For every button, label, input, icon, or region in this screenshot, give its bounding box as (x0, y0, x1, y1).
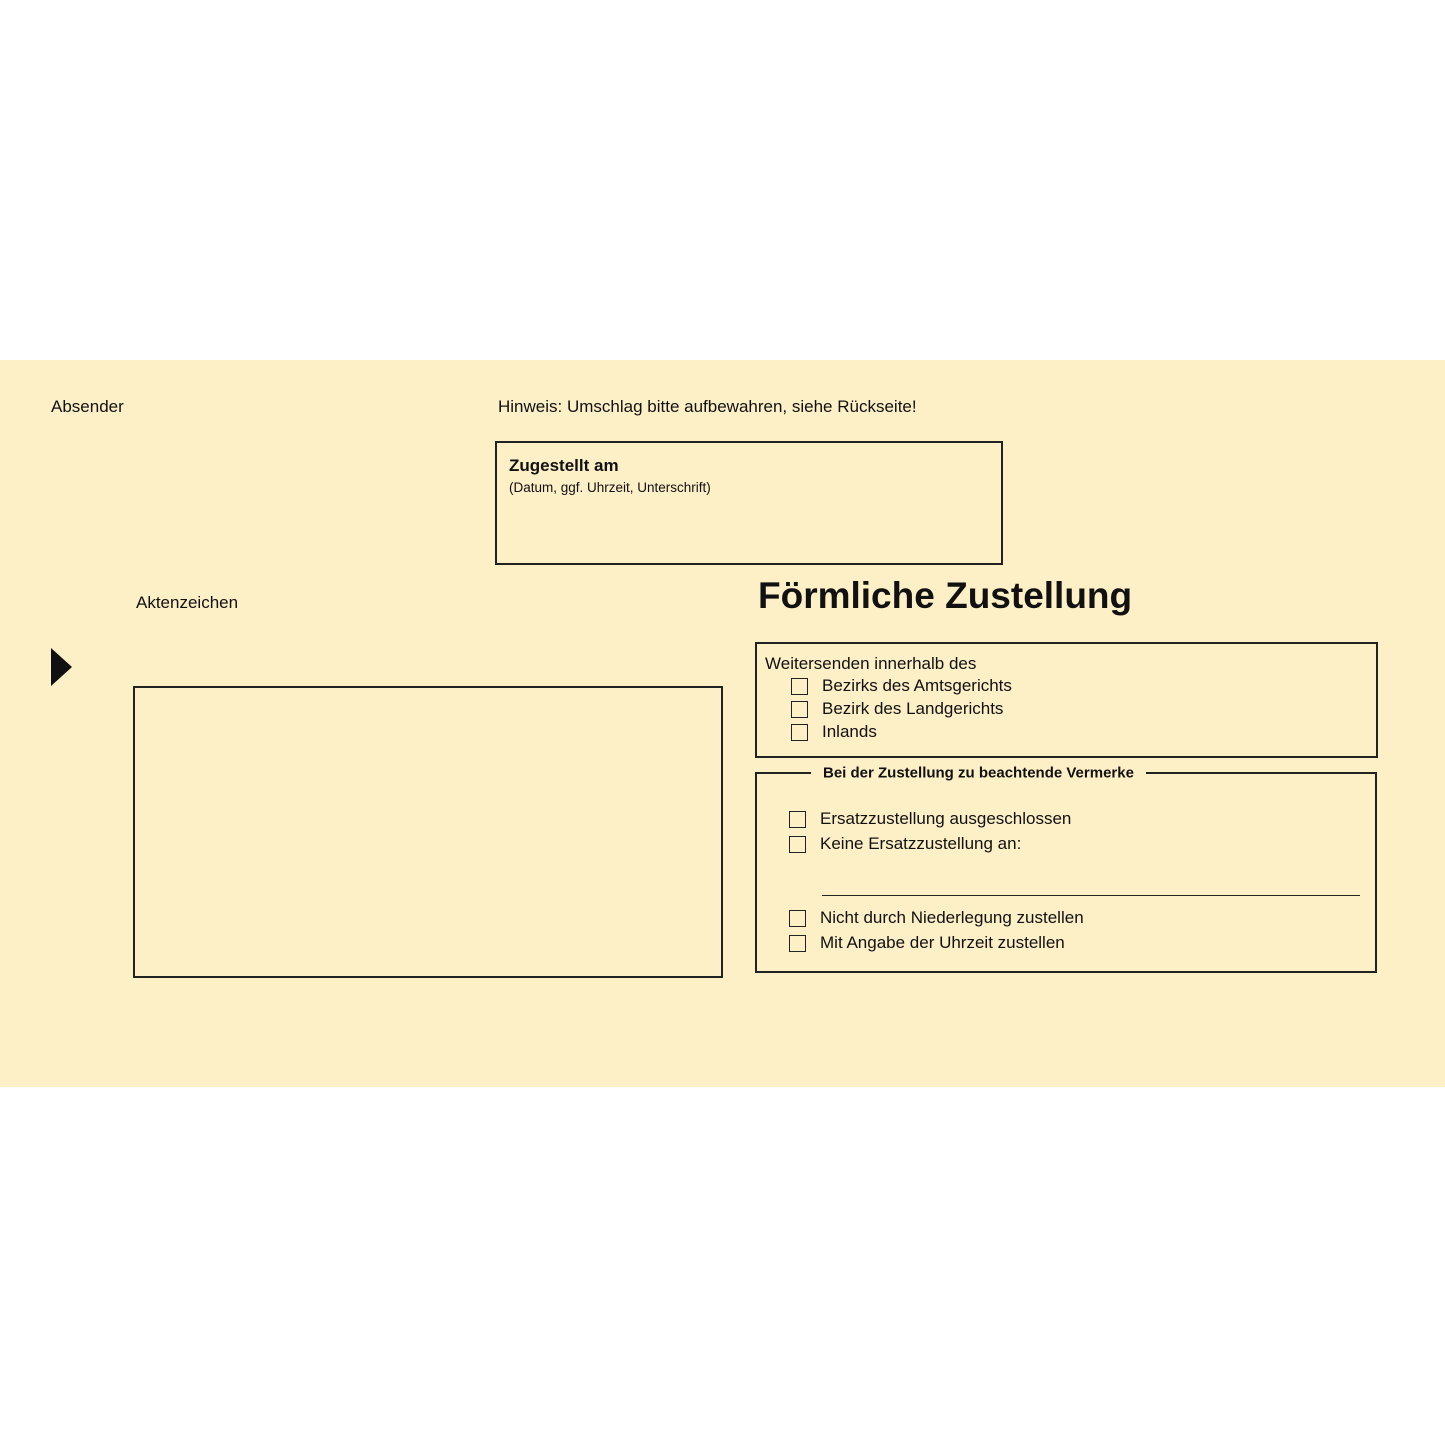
checkbox[interactable] (789, 836, 806, 853)
delivered-subtitle: (Datum, ggf. Uhrzeit, Unterschrift) (509, 480, 711, 495)
option-label: Inlands (822, 722, 877, 741)
fill-in-line[interactable] (822, 895, 1360, 896)
sender-label: Absender (51, 397, 124, 416)
note-option-no-substitute-to[interactable] (789, 834, 1021, 854)
forwarding-box (755, 642, 1378, 758)
delivered-title: Zugestellt am (509, 456, 619, 475)
checkbox[interactable] (791, 724, 808, 741)
checkbox[interactable] (789, 910, 806, 927)
checkbox[interactable] (789, 811, 806, 828)
envelope (0, 360, 1445, 1087)
delivery-notes-heading: Bei der Zustellung zu beachtende Vermerke (811, 765, 1146, 782)
forwarding-option-landgericht[interactable] (791, 699, 1003, 719)
option-label: Ersatzzustellung ausgeschlossen (820, 809, 1072, 828)
address-window (133, 686, 723, 978)
delivery-notes-box (755, 764, 1377, 973)
option-label: Bezirk des Landgerichts (822, 699, 1004, 718)
forwarding-heading: Weitersenden innerhalb des (765, 654, 977, 673)
notice-text: Hinweis: Umschlag bitte aufbewahren, siehe Rückseite! (498, 397, 917, 416)
note-option-substitute-excluded[interactable] (789, 809, 1071, 829)
option-label: Nicht durch Niederlegung zustellen (820, 908, 1084, 927)
note-option-no-deposit[interactable] (789, 908, 1084, 928)
option-label: Bezirks des Amtsgerichts (822, 676, 1012, 695)
option-label: Mit Angabe der Uhrzeit zustellen (820, 933, 1065, 952)
checkbox[interactable] (789, 935, 806, 952)
forwarding-option-amtsgericht[interactable] (791, 676, 1012, 696)
delivered-box (495, 441, 1003, 565)
file-reference-label: Aktenzeichen (136, 593, 239, 612)
form-title: Förmliche Zustellung (758, 575, 1133, 616)
option-label: Keine Ersatzzustellung an: (820, 834, 1022, 853)
note-option-with-time[interactable] (789, 933, 1065, 953)
checkbox[interactable] (791, 701, 808, 718)
triangle-marker-icon (51, 648, 72, 686)
checkbox[interactable] (791, 678, 808, 695)
forwarding-option-inland[interactable] (791, 722, 877, 742)
